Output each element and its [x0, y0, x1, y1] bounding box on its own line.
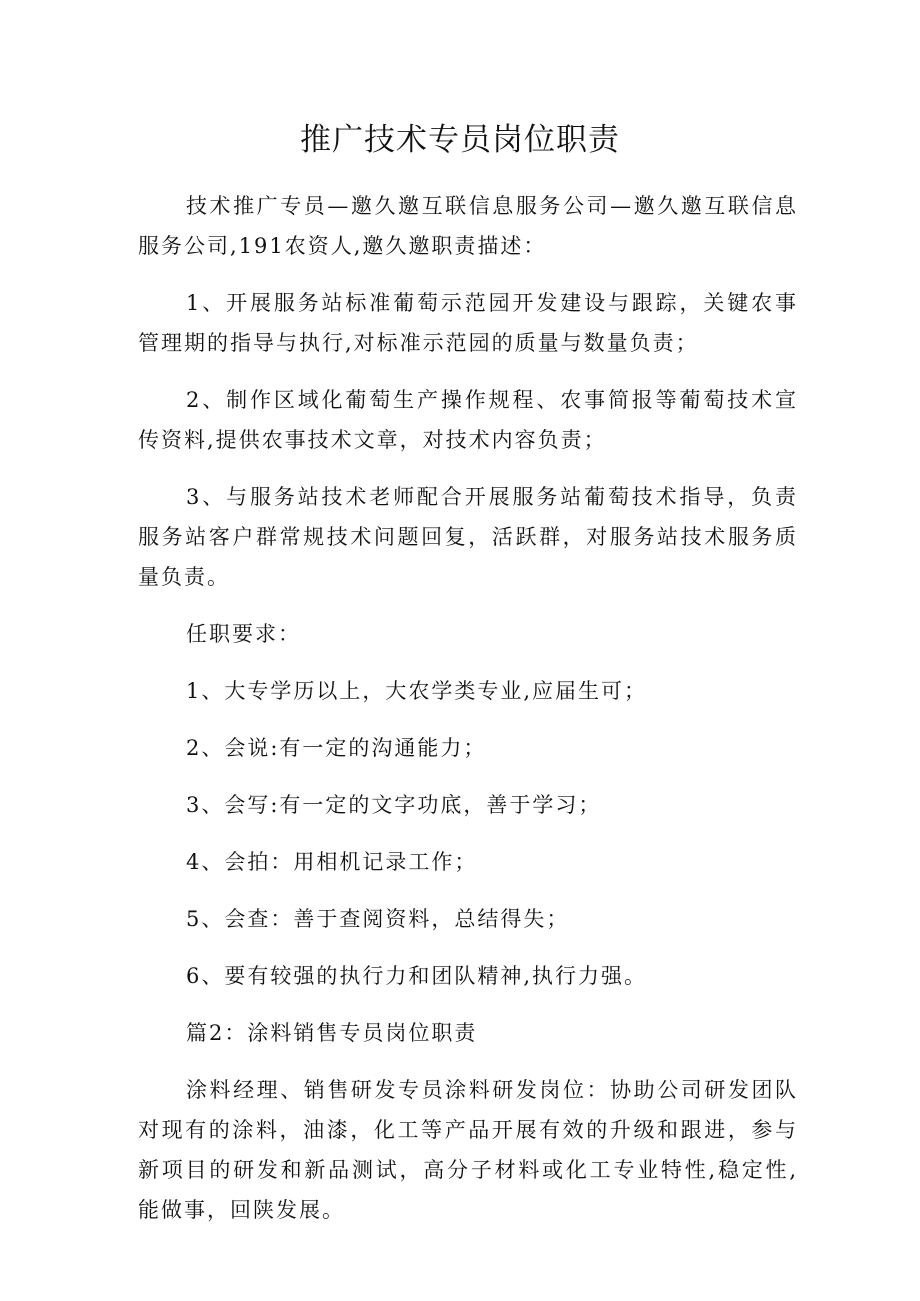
requirement-item-4: 4、会拍：用相机记录工作；	[186, 850, 478, 874]
requirement-item-2: 2、会说:有一定的沟通能力；	[186, 736, 487, 760]
intro-paragraph: 技术推广专员—邀久邀互联信息服务公司—邀久邀互联信息服务公司,191农资人,邀久邀职责描述：	[138, 194, 798, 258]
section-2-paragraph: 涂料经理、销售研发专员涂料研发岗位：协助公司研发团队对现有的涂料，油漆，化工等产品开展有效的升级和跟进，参与新项目的研发和新品测试，高分子材料或化工专业特性,稳定性,能做事，回陕发展。	[138, 1078, 798, 1222]
requirement-item-5: 5、会查：善于查阅资料，总结得失；	[186, 907, 570, 931]
duty-item-3: 3、与服务站技术老师配合开展服务站葡萄技术指导，负责服务站客户群常规技术问题回复，活跃群，对服务站技术服务质量负责。	[138, 485, 798, 589]
duty-item-2: 2、制作区域化葡萄生产操作规程、农事简报等葡萄技术宣传资料,提供农事技术文章，对技术内容负责；	[138, 388, 798, 452]
requirement-item-6: 6、要有较强的执行力和团队精神,执行力强。	[186, 964, 648, 988]
duty-item-1: 1、开展服务站标准葡萄示范园开发建设与跟踪，关键农事管理期的指导与执行,对标准示范园的质量与数量负责；	[138, 291, 798, 355]
section-2-heading: 篇2：涂料销售专员岗位职责	[186, 1021, 478, 1045]
requirements-heading: 任职要求：	[186, 622, 301, 646]
document-body	[138, 186, 798, 1247]
document-title: 推广技术专员岗位职责	[300, 122, 620, 158]
requirement-item-1: 1、大专学历以上，大农学类专业,应届生可；	[186, 679, 648, 703]
requirement-item-3: 3、会写:有一定的文字功底，善于学习；	[186, 793, 602, 817]
